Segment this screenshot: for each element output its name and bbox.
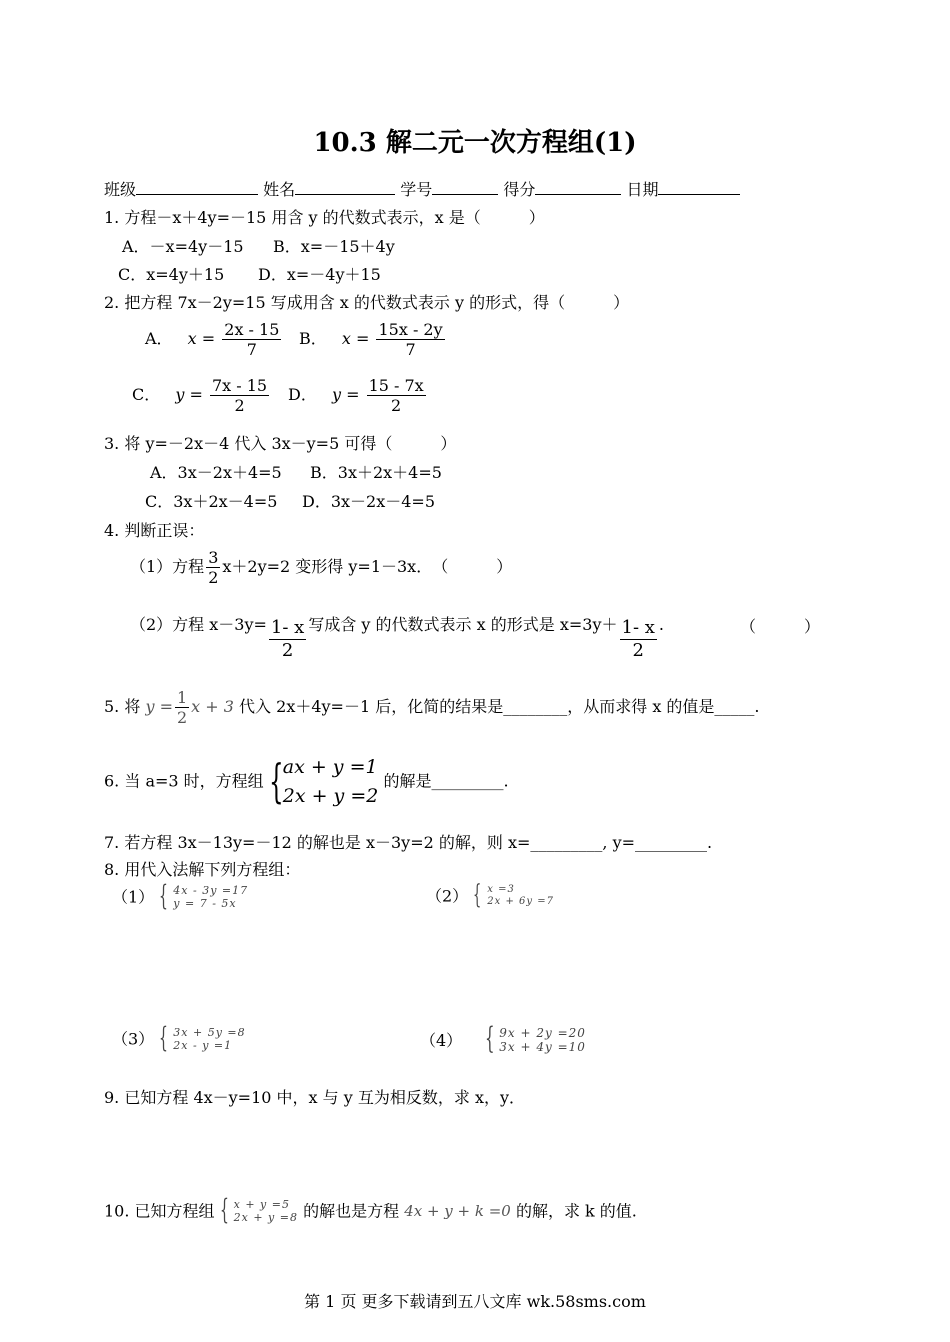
- q4-p2-fraction: $\frac{1- x}{2}$: [270, 617, 305, 661]
- page-title: 10.3 解二元一次方程组(1): [313, 128, 637, 158]
- name-blank[interactable]: [295, 180, 395, 195]
- score-label: 得分: [503, 180, 536, 199]
- q3-stem: 3. 将 y=－2x－4 代入 3x－y=5 可得（ ）: [104, 434, 457, 453]
- q2-option-a: A． x = $\frac{2x - 15}{7}$: [145, 320, 280, 360]
- q4-stem: 4. 判断正误：: [104, 521, 205, 540]
- brace-icon: {: [485, 1021, 496, 1056]
- q4-part2-paren: （ ）: [740, 617, 821, 636]
- brace-icon: {: [159, 879, 169, 912]
- q5: 5. 将 y = $\frac{1}{2}$ x + 3 代入 2x＋4y=－1 后，化简的结果是________，从而求得 x 的值是_____.: [104, 688, 760, 728]
- q8-p1-system: { 4x - 3y =17 y = 7 - 5x: [159, 879, 249, 912]
- q3-option-d: D．3x－2x－4=5: [302, 492, 436, 511]
- q1-option-d: D．x=－4y＋15: [258, 265, 381, 284]
- q8-stem: 8. 用代入法解下列方程组：: [104, 860, 301, 879]
- q8-part2: （2） { x =3 2x + 6y =7: [426, 880, 554, 910]
- id-label: 学号: [400, 180, 433, 199]
- q2-d-fraction: $\frac{15 - 7x}{2}$: [368, 376, 424, 416]
- q1-option-b: B．x=－15＋4y: [273, 237, 395, 256]
- name-label: 姓名: [263, 180, 296, 199]
- class-blank[interactable]: [136, 180, 258, 195]
- q2-c-fraction: $\frac{7x - 15}{2}$: [211, 376, 268, 416]
- q8-p4-system: { 9x + 2y =20 3x + 4y =10: [485, 1021, 586, 1056]
- header-fields: [104, 180, 740, 199]
- q9: 9. 已知方程 4x－y=10 中，x 与 y 互为相反数，求 x，y．: [104, 1088, 526, 1107]
- brace-icon: {: [159, 1021, 169, 1054]
- q7: 7. 若方程 3x－13y=－12 的解也是 x－3y=2 的解，则 x=_________, y=_________.: [104, 833, 713, 852]
- q2-option-d: D． y = $\frac{15 - 7x}{2}$: [288, 376, 424, 416]
- q8-p2-system: { x =3 2x + 6y =7: [473, 880, 554, 910]
- brace-icon: {: [219, 1193, 230, 1226]
- q2-option-b: B． x = $\frac{15x - 2y}{7}$: [299, 320, 443, 360]
- q4-p2-fraction-2: $\frac{1- x}{2}$: [621, 617, 655, 661]
- q6-system: { ax + y =1 2x + y =2: [268, 754, 379, 808]
- q2-b-fraction: $\frac{15x - 2y}{7}$: [378, 320, 443, 360]
- q8-part1: （1） { 4x - 3y =17 y = 7 - 5x: [112, 879, 249, 912]
- date-blank[interactable]: [658, 180, 740, 195]
- q4-part1: （1）方程 $\frac{3}{2}$ x＋2y=2 变形得 y=1－3x． （ ）: [130, 548, 513, 588]
- date-label: 日期: [626, 180, 659, 199]
- q6: 6. 当 a=3 时，方程组 { ax + y =1 2x + y =2 的解是_________.: [104, 754, 509, 808]
- q3-option-c: C．3x＋2x－4=5: [145, 492, 278, 511]
- q8-part4: （4） { 9x + 2y =20 3x + 4y =10: [420, 1021, 586, 1056]
- q2-a-fraction: $\frac{2x - 15}{7}$: [224, 320, 280, 360]
- class-label: 班级: [104, 180, 137, 199]
- q3-option-b: B．3x＋2x＋4=5: [310, 463, 442, 482]
- id-blank[interactable]: [432, 180, 498, 195]
- q10: 10. 已知方程组 { x + y =5 2x + y =8 的解也是方程 4x + y + k =0 的解，求 k 的值.: [104, 1193, 637, 1226]
- q5-fraction: $\frac{1}{2}$: [176, 688, 188, 728]
- brace-icon: {: [473, 880, 483, 910]
- brace-icon: {: [268, 754, 284, 808]
- q3-option-a: A．3x－2x＋4=5: [150, 463, 282, 482]
- q4-p1-fraction: $\frac{3}{2}$: [208, 548, 219, 588]
- q8-part3: （3） { 3x + 5y =8 2x - y =1: [112, 1021, 246, 1054]
- q4-part2: （2）方程 x－3y= $\frac{1- x}{2}$ 写成含 y 的代数式表示 x 的形式是 x=3y＋ $\frac{1- x}{2}$ .: [130, 615, 665, 661]
- q10-system: { x + y =5 2x + y =8: [219, 1193, 298, 1226]
- q1-stem: 1. 方程－x＋4y=－15 用含 y 的代数式表示，x 是（ ）: [104, 208, 545, 227]
- q2-option-c: C． y = $\frac{7x - 15}{2}$: [132, 376, 268, 416]
- q1-option-a: A．－x=4y－15: [122, 237, 244, 256]
- score-blank[interactable]: [535, 180, 621, 195]
- q1-option-c: C．x=4y＋15: [118, 265, 225, 284]
- q8-p3-system: { 3x + 5y =8 2x - y =1: [159, 1021, 246, 1054]
- page-footer: 第 1 页 更多下载请到五八文库 wk.58sms.com: [304, 1292, 646, 1311]
- q2-stem: 2. 把方程 7x－2y=15 写成用含 x 的代数式表示 y 的形式，得（ ）: [104, 293, 630, 312]
